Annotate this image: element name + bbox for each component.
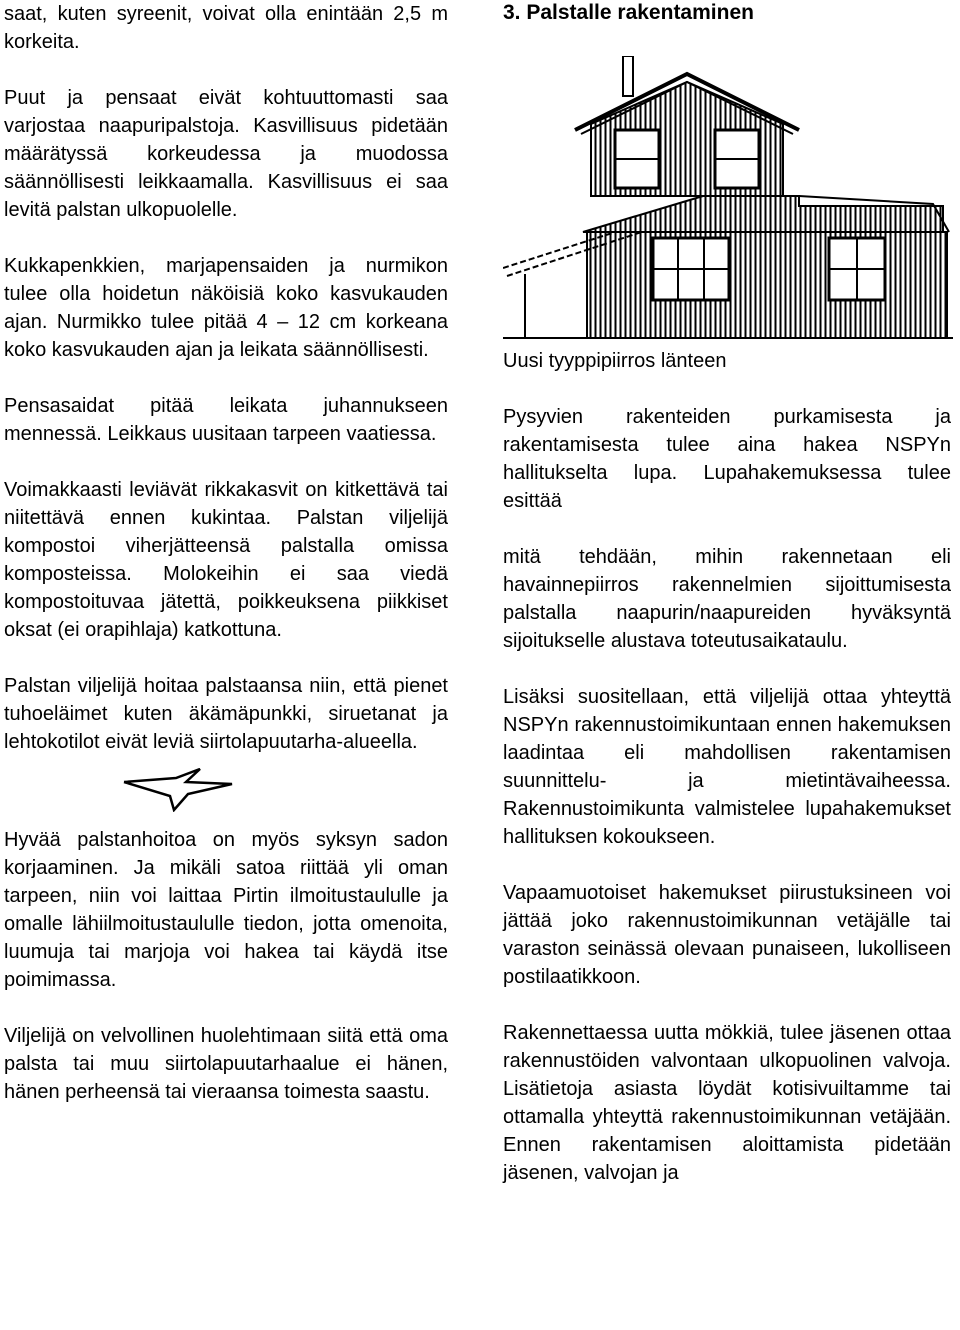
paragraph-5: Voimakkaasti leviävät rikkakasvit on kitkettävä tai niitettävä ennen kukintaa. Palstan viljelijä kompostoi viherjätteensä palstalla omissa komposteissa. Molokeihin ei saa viedä kompostoituvaa jätettä, poikkeuksena piikkiset oksat (ei orapihlaja) katkottuna. (4, 479, 448, 641)
right-paragraph-1: Pysyvien rakenteiden purkamisesta ja rakentamisesta tulee aina hakea NSPYn hallitukselta lupa. Lupahakemuksessa tulee esittää (503, 406, 951, 512)
right-paragraph-5: Rakennettaessa uutta mökkiä, tulee jäsenen ottaa rakennustöiden valvontaan ulkopuolinen valvoja. Lisätietoja asiasta löydät kotisivuiltamme tai ottamalla yhteyttä rakennustoimikunnan vetäjään. Ennen rakentamisen aloittamista pidetään jäsenen, valvojan ja (503, 1022, 951, 1184)
house-drawing (503, 56, 953, 341)
right-column (503, 0, 951, 1187)
paragraph-8: Viljelijä on velvollinen huolehtimaan siitä että oma palsta tai muu siirtolapuutarhaalue ei hänen, hänen perheensä tai vieraansa toimesta saastu. (4, 1025, 448, 1103)
paragraph-1: saat, kuten syreenit, voivat olla enintään 2,5 m korkeita. (4, 3, 448, 53)
section-heading: 3. Palstalle rakentaminen (503, 1, 754, 24)
paragraph-7: Hyvää palstanhoitoa on myös syksyn sadon korjaaminen. Ja mikäli satoa riittää yli oman tarpeen, niin voi laittaa Pirtin ilmoitustaululle ja omalle lähiilmoitustaululle tiedon, jotta omenoita, luumuja tai marjoja voi hakea tai käydä itse poimimassa. (4, 829, 448, 991)
paragraph-6: Palstan viljelijä hoitaa palstaansa niin, että pienet tuhoeläimet kuten äkämäpunkki, siruetanat ja lehtokotilot eivät leviä siirtolapuutarha-alueella. (4, 675, 448, 753)
left-column (4, 0, 448, 1106)
right-paragraph-2: mitä tehdään, mihin rakennetaan eli havainnepiirros rakennelmien sijoittumisesta palstalla naapurin/naapureiden hyväksyntä sijoitukselle alustava toteutusaikataulu. (503, 546, 951, 652)
right-paragraph-3: Lisäksi suositellaan, että viljelijä ottaa yhteyttä NSPYn rakennustoimikuntaan ennen hakemuksen laadintaa eli mahdollisen rakentamisen suunnittelu- ja mietintävaiheessa. Rakennustoimikunta valmistelee lupahakemukset hallituksen kokoukseen. (503, 686, 951, 848)
paragraph-2: Puut ja pensaat eivät kohtuuttomasti saa varjostaa naapuripalstoja. Kasvillisuus pidetään määrätyssä korkeudessa ja muodossa säännöllisesti leikkaamalla. Kasvillisuus ei saa levitä palstan ulkopuolelle. (4, 87, 448, 221)
right-paragraph-4: Vapaamuotoiset hakemukset piirustuksineen voi jättää joko rakennustoimikunnan vetäjälle tai varaston seinässä olevaan punaiseen, lukolliseen postilaatikkoon. (503, 882, 951, 988)
paragraph-4: Pensasaidat pitää leikata juhannukseen mennessä. Leikkaus uusitaan tarpeen vaatiessa. (4, 395, 448, 445)
figure-caption: Uusi tyyppipiirros länteen (503, 350, 727, 372)
star-divider-icon (122, 768, 242, 812)
paragraph-3: Kukkapenkkien, marjapensaiden ja nurmikon tulee olla hoidetun näköisiä koko kasvukauden ajan. Nurmikko tulee pitää 4 – 12 cm korkeana koko kasvukauden ajan ja leikata säännöllisesti. (4, 255, 448, 361)
